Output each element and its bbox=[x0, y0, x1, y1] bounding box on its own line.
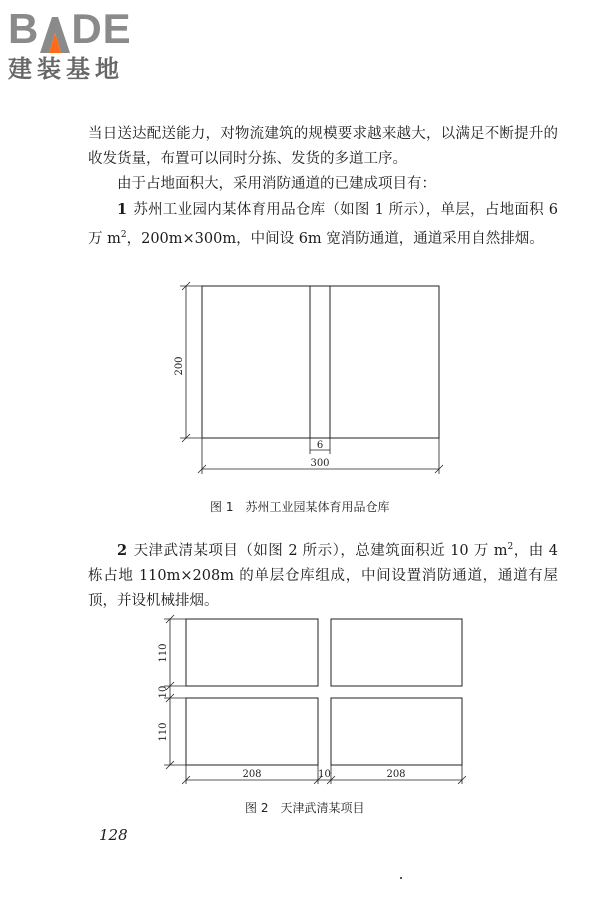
superscript: 2 bbox=[507, 542, 514, 552]
paragraph-projects-lead: 由于占地面积大，采用消防通道的已建成项目有： bbox=[117, 176, 436, 192]
paragraph-intro: 当日送达配送能力，对物流建筑的规模要求越来越大，以满足不断提升的收发货量，布置可以同时分拣、发货的多道工序。 bbox=[88, 126, 558, 167]
fig2-warehouse-bottom-right bbox=[331, 698, 462, 765]
item-number: 1 bbox=[117, 201, 128, 218]
figure-2-plan bbox=[155, 612, 475, 788]
project-2-text-a: 天津武清某项目（如图 2 所示），总建筑面积近 10 万 m bbox=[133, 542, 508, 559]
fig2-label-center: 10 bbox=[318, 769, 331, 780]
fig2-label-mid: 10 bbox=[158, 685, 169, 699]
fig1-building-outline bbox=[202, 286, 439, 438]
fig1-label-height: 200 bbox=[174, 356, 185, 376]
fig2-warehouse-top-left bbox=[186, 619, 318, 686]
fig2-label-left: 208 bbox=[242, 769, 262, 780]
fig2-warehouse-bottom-left bbox=[186, 698, 318, 765]
page-number: 128 bbox=[99, 826, 128, 844]
project-1-text-b: ，200m×300m，中间设 6m 宽消防通道，通道采用自然排烟。 bbox=[126, 230, 544, 247]
fig2-label-top: 110 bbox=[158, 643, 169, 663]
brand-logo bbox=[8, 6, 132, 84]
fig2-warehouse-top-right bbox=[331, 619, 462, 686]
logo-wordmark bbox=[8, 6, 132, 52]
logo-a-mark-icon bbox=[40, 16, 70, 52]
figure-1-plan bbox=[170, 278, 470, 478]
fig2-label-right: 208 bbox=[386, 769, 406, 780]
project-1-text-a: 苏州工业园内某体育用品仓库（如图 1 所示），单层，占地面积 6 万 m bbox=[88, 202, 558, 247]
fig1-label-width: 300 bbox=[310, 458, 330, 469]
scan-speck bbox=[400, 877, 402, 879]
figure-2-caption: 图 2 天津武清某项目 bbox=[245, 801, 365, 815]
paragraph-project-1 bbox=[88, 197, 558, 252]
fig2-label-bottom: 110 bbox=[158, 722, 169, 742]
logo-letters-de: DE bbox=[71, 5, 132, 52]
project-2-text-b: ，由 4 栋占地 110m×208m 的单层仓库组成，中间设置消防通道，通道有屋顶，并设机械排烟。 bbox=[88, 542, 558, 609]
paragraph-project-2 bbox=[88, 535, 558, 614]
figure-1-caption: 图 1 苏州工业园某体育用品仓库 bbox=[210, 500, 390, 514]
superscript: 2 bbox=[120, 230, 127, 240]
logo-subtitle: 建装基地 bbox=[8, 55, 124, 83]
item-number: 2 bbox=[117, 541, 128, 559]
logo-letter-b: B bbox=[8, 5, 40, 52]
fig1-label-channel: 6 bbox=[316, 440, 324, 451]
